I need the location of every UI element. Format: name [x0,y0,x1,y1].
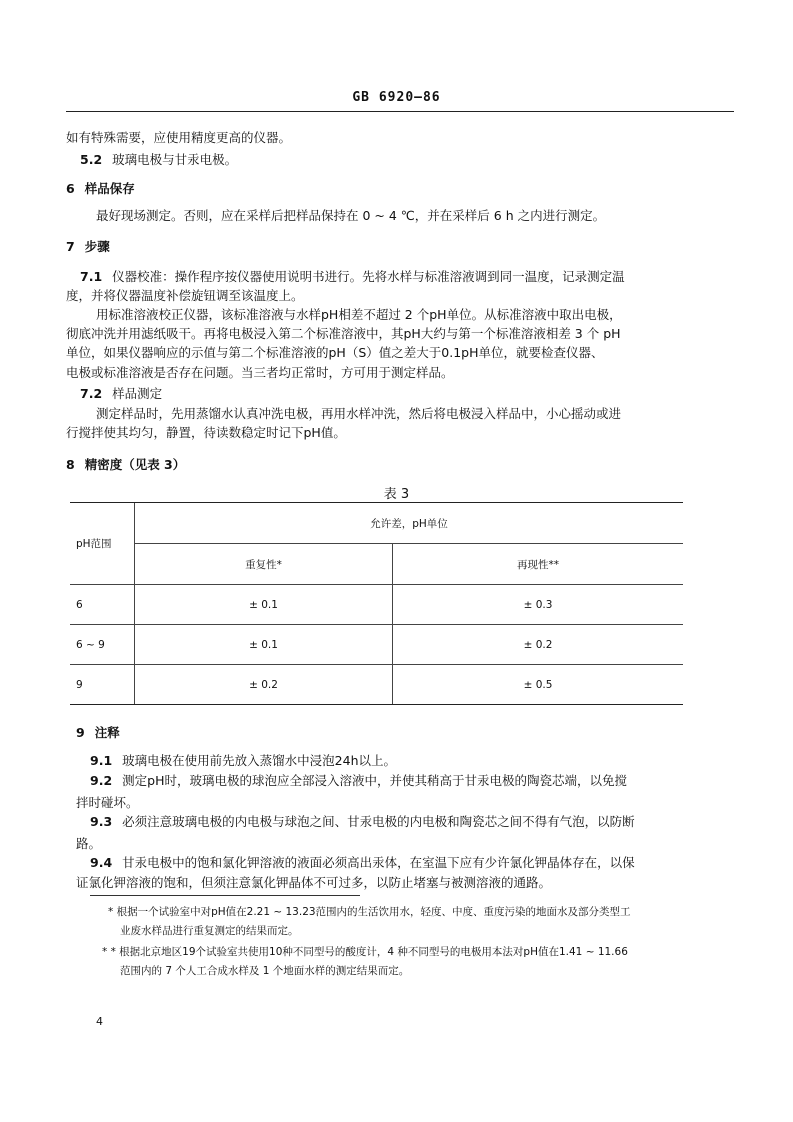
table-cell: 6 ~ 9 [70,625,135,665]
paragraph-line: 单位，如果仪器响应的示值与第二个标准溶液的pH（S）值之差大于0.1pH单位，就要检查仪器、 [66,345,604,360]
footnote-line: * * 根据北京地区19个试验室共使用10种不同型号的酸度计，4 种不同型号的电极用本法对pH值在1.41 ~ 11.66 [102,946,628,958]
paragraph-line: 行搅拌使其均匀，静置，待读数稳定时记下pH值。 [66,425,346,440]
section-number: 7.1 [80,269,103,284]
table-cell: ± 0.2 [135,665,393,705]
paragraph-line: 电极或标准溶液是否存在问题。当三者均正常时，方可用于测定样品。 [66,365,454,380]
paragraph-text: 仪器校准：操作程序按仪器使用说明书进行。先将水样与标准溶液调到同一温度，记录测定温 [112,269,625,284]
footnote-line: * 根据一个试验室中对pH值在2.21 ~ 13.23范围内的生活饮用水，轻度、中度、重度污染的地面水及部分类型工 [108,906,631,918]
standard-number-header: GB 6920—86 [352,90,441,105]
table-row [70,625,683,665]
section-title: 样品测定 [112,386,163,401]
note-9-4 [90,854,635,872]
paragraph-line: 路。 [76,836,102,851]
paragraph-line: 度，并将仪器温度补偿旋钮调至该温度上。 [66,288,304,303]
section-7-2-heading [80,385,162,403]
paragraph-line: 拌时碰坏。 [76,795,139,810]
note-9-3 [90,813,635,831]
page-number: 4 [96,1015,103,1028]
column-header-repeatability: 重复性* [135,544,393,585]
footnote-line: 范围内的 7 个人工合成水样及 1 个地面水样的测定结果而定。 [120,965,410,977]
paragraph-text: 玻璃电极在使用前先放入蒸馏水中浸泡24h以上。 [122,753,396,768]
section-number: 9.1 [90,753,113,768]
section-number: 9.3 [90,814,113,829]
table-cell: 6 [76,598,83,611]
section-title: 步骤 [84,239,110,254]
section-text: 玻璃电极与甘汞电极。 [112,152,238,167]
paragraph-line: 彻底冲洗并用滤纸吸干。再将电极浸入第二个标准溶液中，其pH大约与第一个标准溶液相差 3 个 pH [66,326,621,341]
table-cell: ± 0.2 [393,625,683,665]
footnote-line: 业废水样品进行重复测定的结果而定。 [120,925,299,937]
section-number: 6 [66,181,75,196]
section-5-2 [80,151,237,169]
note-9-1 [90,752,396,770]
column-header-range: pH范围 [70,503,135,585]
section-title: 样品保存 [84,181,135,196]
header-rule [66,111,734,112]
table-cell: ± 0.5 [393,665,683,705]
footnote-rule [90,895,360,896]
paragraph-line: 证氯化钾溶液的饱和，但须注意氯化钾晶体不可过多，以防止堵塞与被测溶液的通路。 [76,875,552,890]
column-header-reproducibility: 再现性** [393,544,683,585]
table-cell: ± 0.3 [393,585,683,625]
section-7-heading [66,238,110,256]
section-number: 5.2 [80,152,103,167]
section-7-1-line [80,268,625,286]
paragraph-text: 甘汞电极中的饱和氯化钾溶液的液面必须高出汞体，在室温下应有少许氯化钾晶体存在，以保 [122,855,635,870]
table-row [70,585,683,625]
column-header-group: 允许差，pH单位 [135,503,684,544]
section-number: 9.2 [90,773,113,788]
paragraph-line: 如有特殊需要，应使用精度更高的仪器。 [66,130,292,145]
section-6-text: 最好现场测定。否则，应在采样后把样品保持在 0 ~ 4 ℃，并在采样后 6 h 之内进行测定。 [96,208,606,223]
paragraph-line: 用标准溶液校正仪器，该标准溶液与水样pH相差不超过 2 个pH单位。从标准溶液中取出电极， [96,307,622,322]
note-9-2 [90,772,627,790]
paragraph-text: 测定pH时，玻璃电极的球泡应全部浸入溶液中，并使其稍高于甘汞电极的陶瓷芯端，以免搅 [122,773,627,788]
section-title: 注释 [94,725,120,740]
section-title: 精密度（见表 3） [84,457,186,472]
section-number: 7.2 [80,386,103,401]
section-9-heading [76,724,120,742]
section-number: 7 [66,239,75,254]
section-number: 9 [76,725,85,740]
paragraph-line: 测定样品时，先用蒸馏水认真冲洗电极，再用水样冲洗，然后将电极浸入样品中，小心摇动或进 [96,406,622,421]
section-number: 8 [66,457,75,472]
section-8-heading [66,456,185,474]
paragraph-text: 必须注意玻璃电极的内电极与球泡之间、甘汞电极的内电极和陶瓷芯之间不得有气泡，以防断 [122,814,635,829]
precision-table [70,502,683,705]
table-cell: 9 [70,665,135,705]
table-cell: ± 0.1 [135,625,393,665]
table-caption: 表 3 [383,487,410,502]
section-number: 9.4 [90,855,113,870]
table-row [70,665,683,705]
section-6-heading [66,180,135,198]
table-cell: ± 0.1 [135,585,393,625]
